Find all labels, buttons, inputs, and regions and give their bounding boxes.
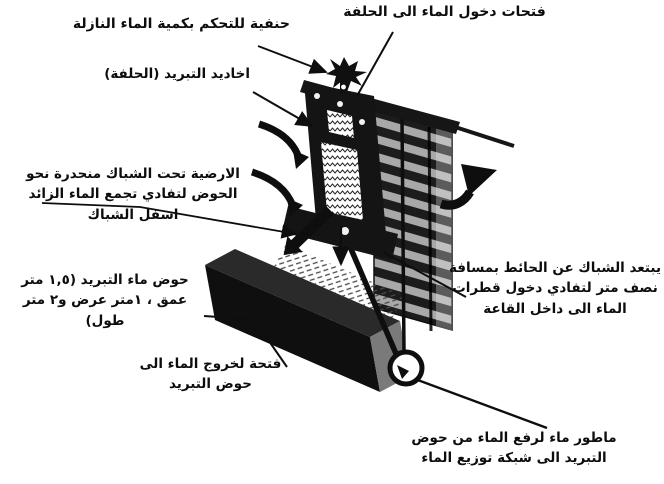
header-rail — [452, 126, 514, 146]
air-inflow-arrow — [252, 172, 293, 206]
label-line: اسفل الشباك — [87, 206, 179, 223]
leader-faucet — [258, 46, 326, 72]
label-line: الارضية تحت الشباك منحدرة نحو — [26, 166, 240, 182]
label-motor — [380, 428, 648, 469]
label-floor-slope — [18, 164, 248, 225]
air-inflow-arrowhead — [293, 150, 309, 169]
label-line: حوض التبريد — [168, 376, 253, 393]
bolt-dot — [341, 227, 349, 235]
riser-pipe — [402, 118, 404, 352]
label-line: طول) — [85, 312, 125, 329]
label-line: نصف متر لتفادي دخول قطرات — [452, 280, 658, 297]
louver-mullion — [429, 127, 431, 331]
label-line: التبريد الى شبكة توزيع الماء — [421, 450, 607, 467]
leader-inlet-openings — [357, 32, 393, 96]
label-inlet-openings — [342, 2, 547, 23]
label-line: الحوض لتفادي تجمع الماء الزائد — [28, 186, 238, 203]
label-faucet-text: حنفية للتحكم بكمية الماء النازلة — [72, 16, 290, 32]
label-line: يبتعد الشباك عن الحائط بمسافة — [448, 260, 662, 276]
faucet-hole — [341, 85, 346, 90]
label-basin — [10, 270, 200, 331]
label-line: الماء الى داخل القاعة — [483, 300, 627, 317]
label-line: فتحة لخروج الماء الى — [139, 356, 282, 372]
air-inflow-arrow — [259, 124, 299, 158]
label-grooves — [60, 64, 250, 84]
label-line: حوض ماء التبريد (١,٥ متر — [21, 272, 189, 288]
label-window-gap — [448, 258, 662, 319]
bolt-dot — [314, 93, 320, 99]
label-outlet — [118, 354, 303, 395]
label-faucet — [40, 14, 290, 35]
leader-motor — [415, 379, 547, 428]
leader-grooves — [253, 92, 312, 126]
bolt-dot — [359, 119, 365, 125]
label-grooves-text: اخاديد التبريد (الحلفة) — [104, 66, 250, 82]
bolt-dot — [337, 101, 343, 107]
label-line: عمق ، ١متر عرض و٢ متر — [22, 292, 188, 309]
label-inlet-openings-text: فتحات دخول الماء الى الحلفة — [343, 4, 546, 20]
label-line: ماطور ماء لرفع الماء من حوض — [411, 430, 617, 446]
